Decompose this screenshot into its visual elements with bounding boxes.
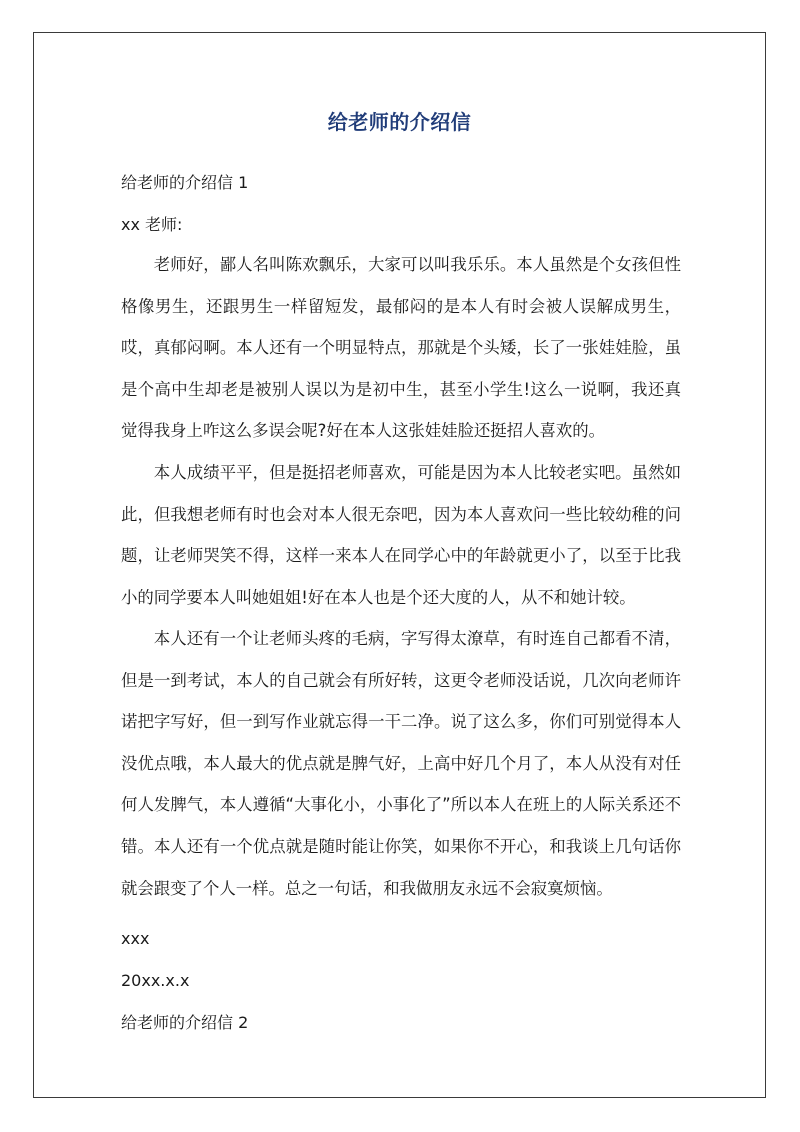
paragraph-3: 本人还有一个让老师头疼的毛病，字写得太潦草，有时连自己都看不清，但是一到考试，本人的自己就会有所好转，这更令老师没话说，几次向老师许诺把字写好，但一到写作业就忘得一干二净。说了这么多，你们可别觉得本人没优点哦，本人最大的优点就是脾气好，上高中好几个月了，本人从没有对任何人发脾气，本人遵循“大事化小，小事化了”所以本人在班上的人际关系还不错。本人还有一个优点就是随时能让你笑，如果你不开心，和我谈上几句话你就会跟变了个人一样。总之一句话，和我做朋友永远不会寂寞烦恼。 <box>121 629 681 898</box>
paragraph-2: 本人成绩平平，但是挺招老师喜欢，可能是因为本人比较老实吧。虽然如此，但我想老师有时也会对本人很无奈吧，因为本人喜欢问一些比较幼稚的问题，让老师哭笑不得，这样一来本人在同学心中的年龄就更小了，以至于比我小的同学要本人叫她姐姐!好在本人也是个还大度的人，从不和她计较。 <box>121 463 681 607</box>
document-title: 给老师的介绍信 <box>327 110 472 134</box>
paragraph-1: 老师好，鄙人名叫陈欢飘乐，大家可以叫我乐乐。本人虽然是个女孩但性格像男生，还跟男生一样留短发，最郁闷的是本人有时会被人误解成男生，哎，真郁闷啊。本人还有一个明显特点，那就是个头矮，长了一张娃娃脸，虽是个高中生却老是被别人误以为是初中生，甚至小学生!这么一说啊，我还真觉得我身上咋这么多误会呢?好在本人这张娃娃脸还挺招人喜欢的。 <box>121 255 681 441</box>
salutation: xx 老师: <box>121 215 183 234</box>
letter-1-heading: 给老师的介绍信 1 <box>121 173 249 192</box>
letter-2-heading: 给老师的介绍信 2 <box>121 1013 249 1032</box>
date: 20xx.x.x <box>121 971 190 990</box>
signature: xxx <box>121 929 150 948</box>
